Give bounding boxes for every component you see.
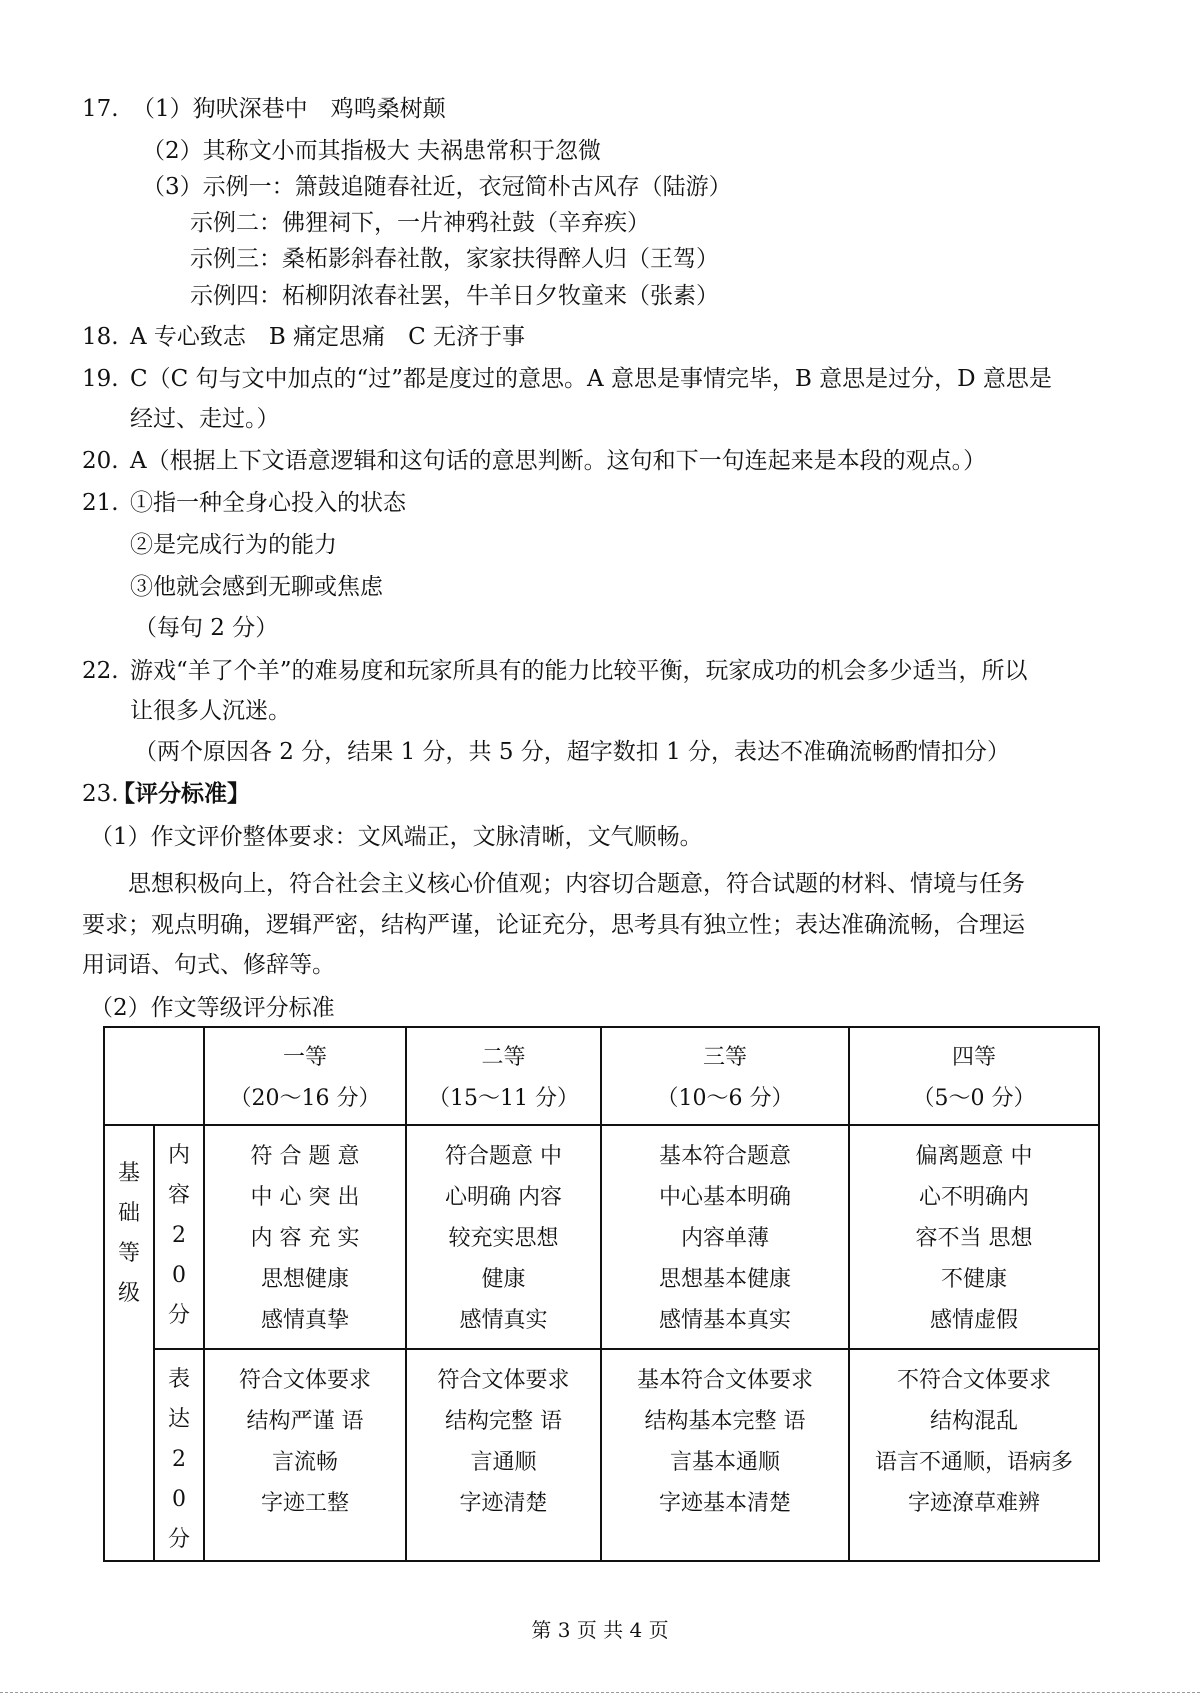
expression-grade-4 bbox=[849, 1349, 1099, 1561]
q21-note: （每句 2 分） bbox=[134, 615, 279, 641]
content-row bbox=[104, 1125, 1099, 1349]
q21-answer3: ③他就会感到无聊或焦虑 bbox=[130, 574, 383, 600]
content-g4-line: 容不当 思想 bbox=[915, 1226, 1033, 1251]
expression-g3-line: 结构基本完整 语 bbox=[644, 1409, 806, 1434]
expression-g1-line: 符合文体要求 bbox=[238, 1368, 371, 1393]
q23-requirement2: （2）作文等级评分标准 bbox=[90, 995, 335, 1021]
q22-answer-line1: 游戏“羊了个羊”的难易度和玩家所具有的能力比较平衡，玩家成功的机会多少适当，所以 bbox=[130, 658, 1028, 684]
content-grade-2 bbox=[406, 1125, 601, 1349]
expression-label-cell bbox=[154, 1349, 204, 1561]
content-g3-line: 内容单薄 bbox=[680, 1226, 769, 1251]
q19-number: 19. bbox=[82, 366, 119, 392]
expression-label: 表达20分 bbox=[167, 1367, 190, 1552]
grade-2-title: 二等 bbox=[481, 1045, 526, 1070]
grade-3-title: 三等 bbox=[702, 1045, 747, 1070]
grade-1-score: （20～16 分） bbox=[229, 1086, 381, 1111]
content-grade-1 bbox=[204, 1125, 406, 1349]
q17-number: 17. bbox=[82, 96, 119, 122]
q18-answer: A 专心致志 B 痛定思痛 C 无济于事 bbox=[130, 324, 526, 350]
content-g2-line: 较充实思想 bbox=[448, 1226, 559, 1251]
expression-g4-line: 语言不通顺，语病多 bbox=[874, 1450, 1073, 1475]
grading-header-row bbox=[104, 1027, 1099, 1125]
grade-4-title: 四等 bbox=[951, 1045, 996, 1070]
content-g4-line: 偏离题意 中 bbox=[915, 1144, 1033, 1169]
q22-note: （两个原因各 2 分，结果 1 分，共 5 分，超字数扣 1 分，表达不准确流畅酌情扣分） bbox=[134, 739, 1011, 765]
content-g2-line: 符合题意 中 bbox=[445, 1144, 562, 1169]
q23-paragraph-line3: 用词语、句式、修辞等。 bbox=[82, 952, 335, 978]
page-footer: 第 3 页 共 4 页 bbox=[531, 1618, 669, 1642]
q20-answer: A（根据上下文语意逻辑和这句话的意思判断。这句和下一句连起来是本段的观点。） bbox=[130, 448, 987, 474]
header-grade-1 bbox=[204, 1027, 406, 1125]
q23-paragraph-line1: 思想积极向上，符合社会主义核心价值观；内容切合题意，符合试题的材料、情境与任务 bbox=[128, 871, 1025, 897]
q18-number: 18. bbox=[82, 324, 119, 350]
q17-part1: （1）狗吠深巷中 鸡鸣桑树颠 bbox=[132, 96, 446, 122]
header-corner-cell bbox=[104, 1027, 204, 1125]
expression-g1-line: 结构严谨 语 bbox=[246, 1409, 364, 1434]
expression-g3-line: 言基本通顺 bbox=[669, 1450, 780, 1475]
q17-example4: 示例四：柘柳阴浓春社罢，牛羊日夕牧童来（张素） bbox=[190, 283, 719, 309]
content-g3-line: 基本符合题意 bbox=[658, 1144, 791, 1169]
content-grade-3 bbox=[601, 1125, 849, 1349]
grade-1-title: 一等 bbox=[282, 1045, 327, 1070]
q19-answer-line1: C（C 句与文中加点的“过”都是度过的意思。A 意思是事情完毕，B 意思是过分，D 意思是 bbox=[130, 366, 1052, 392]
expression-grade-1 bbox=[204, 1349, 406, 1561]
q23-number: 23. bbox=[82, 781, 119, 807]
q23-requirement1: （1）作文评价整体要求：文风端正，文脉清晰，文气顺畅。 bbox=[90, 824, 703, 850]
expression-g2-line: 字迹清楚 bbox=[459, 1491, 548, 1516]
content-grade-4 bbox=[849, 1125, 1099, 1349]
q21-number: 21. bbox=[82, 490, 119, 516]
header-grade-4 bbox=[849, 1027, 1099, 1125]
expression-g2-line: 符合文体要求 bbox=[437, 1368, 570, 1393]
q17-example3: 示例三：桑柘影斜春社散，家家扶得醉人归（王驾） bbox=[190, 246, 719, 272]
content-g2-line: 心明确 内容 bbox=[445, 1185, 562, 1210]
content-g1-line: 内 容 充 实 bbox=[250, 1226, 360, 1251]
q19-answer-line2: 经过、走过。） bbox=[130, 406, 280, 432]
content-g1-line: 中 心 突 出 bbox=[250, 1185, 360, 1210]
q17-part2: （2）其称文小而其指极大 夫祸患常积于忽微 bbox=[142, 138, 601, 164]
q23-paragraph-line2: 要求；观点明确，逻辑严密，结构严谨，论证充分，思考具有独立性；表达准确流畅，合理运 bbox=[82, 912, 1025, 938]
content-label-cell bbox=[154, 1125, 204, 1349]
grade-4-score: （5～0 分） bbox=[912, 1086, 1036, 1111]
q22-answer-line2: 让很多人沉迷。 bbox=[130, 698, 291, 724]
content-g4-line: 感情虚假 bbox=[929, 1308, 1018, 1333]
content-g2-line: 感情真实 bbox=[459, 1308, 548, 1333]
content-label: 内容20分 bbox=[167, 1143, 190, 1328]
expression-grade-3 bbox=[601, 1349, 849, 1561]
content-g1-line: 思想健康 bbox=[260, 1267, 349, 1292]
q23-title: 【评分标准】 bbox=[112, 780, 250, 807]
expression-g1-line: 字迹工整 bbox=[260, 1491, 349, 1516]
content-g1-line: 感情真挚 bbox=[260, 1308, 349, 1333]
expression-g3-line: 基本符合文体要求 bbox=[636, 1368, 813, 1393]
basic-level-label: 基础等级 bbox=[117, 1161, 140, 1306]
expression-g4-line: 不符合文体要求 bbox=[896, 1368, 1051, 1393]
q20-number: 20. bbox=[82, 448, 119, 474]
q21-answer1: ①指一种全身心投入的状态 bbox=[130, 490, 406, 516]
content-g1-line: 符 合 题 意 bbox=[250, 1144, 360, 1169]
content-g4-line: 不健康 bbox=[940, 1267, 1007, 1292]
basic-level-cell bbox=[104, 1125, 154, 1561]
grading-table bbox=[103, 1026, 1100, 1562]
content-g3-line: 感情基本真实 bbox=[658, 1308, 791, 1333]
expression-row bbox=[104, 1349, 1099, 1561]
expression-g4-line: 字迹潦草难辨 bbox=[907, 1491, 1040, 1516]
content-g2-line: 健康 bbox=[481, 1267, 526, 1292]
expression-g2-line: 结构完整 语 bbox=[445, 1409, 562, 1434]
expression-grade-2 bbox=[406, 1349, 601, 1561]
grade-3-score: （10～6 分） bbox=[656, 1086, 794, 1111]
expression-g4-line: 结构混乱 bbox=[929, 1409, 1018, 1434]
header-grade-2 bbox=[406, 1027, 601, 1125]
content-g4-line: 心不明确内 bbox=[918, 1185, 1029, 1210]
header-grade-3 bbox=[601, 1027, 849, 1125]
grade-2-score: （15～11 分） bbox=[428, 1086, 579, 1111]
expression-g2-line: 言通顺 bbox=[470, 1450, 537, 1475]
content-g3-line: 中心基本明确 bbox=[658, 1185, 791, 1210]
q21-answer2: ②是完成行为的能力 bbox=[130, 532, 337, 558]
q22-number: 22. bbox=[82, 658, 119, 684]
expression-g3-line: 字迹基本清楚 bbox=[658, 1491, 791, 1516]
q17-example2: 示例二：佛狸祠下，一片神鸦社鼓（辛弃疾） bbox=[190, 210, 650, 236]
q17-part3: （3）示例一：箫鼓追随春社近，衣冠简朴古风存（陆游） bbox=[142, 174, 732, 200]
bottom-divider bbox=[0, 1692, 1200, 1693]
content-g3-line: 思想基本健康 bbox=[658, 1267, 791, 1292]
expression-g1-line: 言流畅 bbox=[271, 1450, 338, 1475]
